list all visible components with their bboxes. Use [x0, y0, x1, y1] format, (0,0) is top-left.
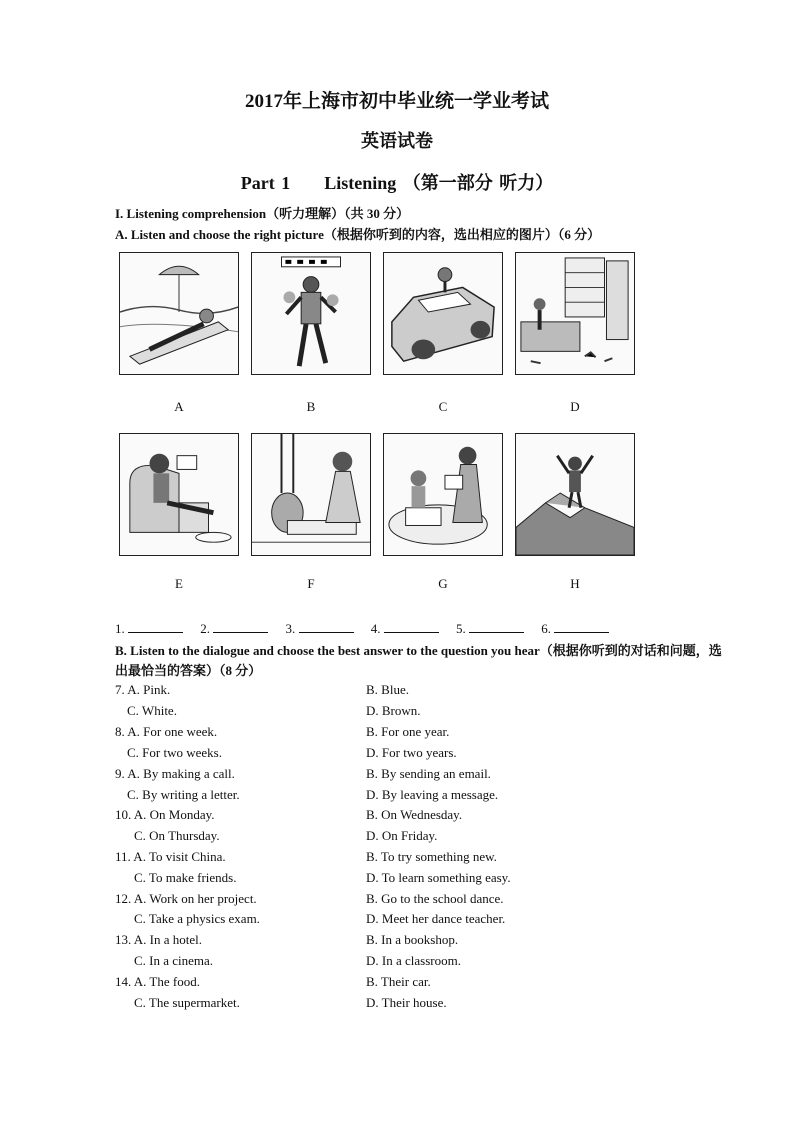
picture-label-e: E [175, 576, 183, 591]
question-12-option-d: D. Meet her dance teacher. [366, 911, 506, 926]
messy-bedroom-picture [515, 252, 635, 375]
question-8-option-a: 8. A. For one week. [115, 724, 218, 739]
question-13-option-c: C. In a cinema. [134, 953, 214, 968]
blank-item: 1. [115, 620, 183, 637]
section-a-heading: A. Listen and choose the right picture（根据你听到的内容，选出相应的图片）（6 分） [115, 227, 601, 242]
picture-label-b: B [306, 399, 316, 414]
injured-leg-picture [251, 433, 371, 556]
question-14-option-b: B. Their car. [366, 974, 431, 989]
question-14-option-c: C. The supermarket. [134, 995, 240, 1010]
part-label: Part 1 [240, 173, 291, 193]
teacher-student-picture [383, 433, 503, 556]
part-name: Listening [324, 173, 397, 193]
question-11-option-d: D. To learn something easy. [366, 870, 511, 885]
answer-blank-2[interactable] [213, 620, 268, 633]
mountain-climber-picture [515, 433, 635, 556]
armchair-reader-picture [119, 433, 239, 556]
question-10-option-c: C. On Thursday. [134, 828, 220, 843]
answer-blanks [115, 620, 623, 637]
question-10-option-d: D. On Friday. [366, 828, 438, 843]
question-8-option-d: D. For two years. [366, 745, 457, 760]
question-10-option-a: 10. A. On Monday. [115, 807, 215, 822]
picture-label-a: A [174, 399, 184, 414]
blank-item: 6. [541, 620, 609, 637]
question-9-option-b: B. By sending an email. [366, 766, 491, 781]
blank-item: 2. [200, 620, 268, 637]
blank-item: 4. [371, 620, 439, 637]
answer-blank-3[interactable] [299, 620, 354, 633]
answer-blank-1[interactable] [128, 620, 183, 633]
question-9-option-a: 9. A. By making a call. [115, 766, 235, 781]
blank-item: 3. [286, 620, 354, 637]
question-12-option-c: C. Take a physics exam. [134, 911, 260, 926]
question-13-option-b: B. In a bookshop. [366, 932, 459, 947]
question-11-option-b: B. To try something new. [366, 849, 497, 864]
picture-label-d: D [570, 399, 580, 414]
question-8-option-b: B. For one year. [366, 724, 450, 739]
question-9-option-c: C. By writing a letter. [127, 787, 240, 802]
runner-race-picture [251, 252, 371, 375]
question-7-option-c: C. White. [127, 703, 177, 718]
picture-label-g: G [438, 576, 448, 591]
question-13-option-a: 13. A. In a hotel. [115, 932, 203, 947]
question-14-option-a: 14. A. The food. [115, 974, 200, 989]
question-7-option-d: D. Brown. [366, 703, 421, 718]
car-picture [383, 252, 503, 375]
section-b-heading: B. Listen to the dialogue and choose the best answer to the question you hear（根据你听到的对话和问题，选出最恰当的答案）（8 分） [115, 643, 722, 678]
picture-label-c: C [438, 399, 448, 414]
question-10-option-b: B. On Wednesday. [366, 807, 463, 822]
answer-blank-6[interactable] [554, 620, 609, 633]
section-i-heading: I. Listening comprehension（听力理解）（共 30 分） [115, 206, 410, 221]
question-7-option-b: B. Blue. [366, 682, 409, 697]
exam-subtitle: 英语试卷 [361, 131, 433, 151]
beach-lounger-picture [119, 252, 239, 375]
answer-blank-4[interactable] [384, 620, 439, 633]
blank-item: 5. [456, 620, 524, 637]
question-11-option-c: C. To make friends. [134, 870, 237, 885]
question-12-option-b: B. Go to the school dance. [366, 891, 504, 906]
question-14-option-d: D. Their house. [366, 995, 447, 1010]
picture-label-h: H [570, 576, 580, 591]
question-13-option-d: D. In a classroom. [366, 953, 461, 968]
question-7-option-a: 7. A. Pink. [115, 682, 171, 697]
answer-blank-5[interactable] [469, 620, 524, 633]
question-8-option-c: C. For two weeks. [127, 745, 222, 760]
question-11-option-a: 11. A. To visit China. [115, 849, 226, 864]
part-heading [0, 169, 794, 195]
question-12-option-a: 12. A. Work on her project. [115, 891, 257, 906]
question-9-option-d: D. By leaving a message. [366, 787, 499, 802]
picture-label-f: F [307, 576, 315, 591]
exam-title: 2017年上海市初中毕业统一学业考试 [244, 91, 549, 112]
part-name-cn: （第一部分 听力） [402, 173, 554, 193]
